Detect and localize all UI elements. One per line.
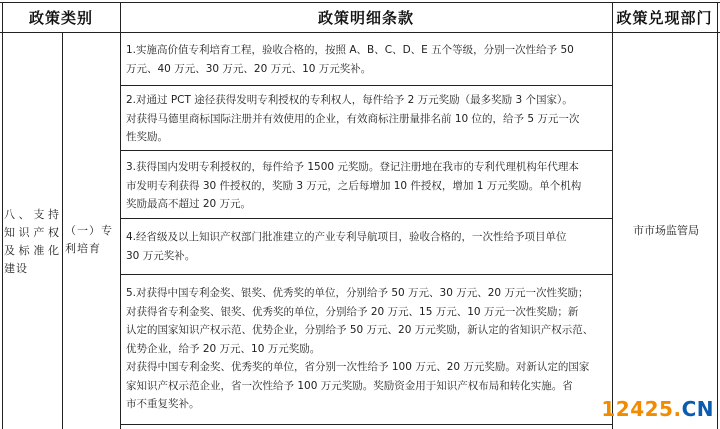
col-border-left: [2, 2, 3, 429]
col-border-dept: [612, 2, 613, 429]
clause-line: 万元、40 万元、30 万元、20 万元、10 万元奖补。: [126, 62, 372, 75]
site-watermark: [601, 397, 714, 421]
row-border-2: [120, 150, 612, 151]
department-name: 市市场监管局: [633, 224, 699, 237]
clause-line: 30 万元奖补。: [126, 249, 196, 262]
clause-line: 对获得省专利金奖、银奖、优秀奖的单位，分别给予 20 万元、15 万元、10 万元一次性奖励；新: [126, 305, 579, 318]
clause-line: 性奖励。: [126, 131, 168, 143]
clause-4: [120, 228, 612, 265]
header-department: 政策兑现部门: [616, 8, 713, 27]
watermark-suffix: CN: [681, 397, 714, 421]
clause-line: 市不重复奖补。: [126, 398, 200, 410]
row-border-1: [120, 85, 612, 86]
clause-line: 奖励最高不超过 20 万元。: [126, 198, 252, 210]
category-main: 八、支持知识产权及标准化建设: [4, 208, 60, 275]
clause-line: 优势企业，给予 20 万元、10 万元奖励。: [126, 342, 321, 355]
clause-line: 1.实施高价值专利培育工程，验收合格的，按照 A、B、C、D、E 五个等级，分别一次性给予 50: [126, 44, 574, 56]
category-sub: （一）专利培育: [65, 224, 113, 255]
clause-line: 对获得中国专利金奖、优秀奖的单位，省分别一次性给予 100 万元、20 万元奖励。对新认定的国家: [126, 361, 590, 373]
col-border-sub: [62, 32, 63, 429]
clause-line: 3.获得国内发明专利授权的，每件给予 1500 元奖励。登记注册地在我市的专利代理机构年代理本: [126, 161, 579, 173]
clause-line: 4.经省级及以上知识产权部门批准建立的产业专利导航项目，验收合格的，一次性给予项目单位: [126, 231, 567, 243]
clause-3: [120, 158, 612, 214]
row-border-3: [120, 218, 612, 219]
watermark-number: 12425: [601, 397, 674, 421]
clause-2: [120, 91, 612, 147]
header-details: 政策明细条款: [317, 8, 414, 27]
clause-line: 认定的国家知识产权示范、优势企业，分别给予 50 万元、20 万元奖励，新认定的省知识产权示范、: [126, 324, 594, 336]
clause-line: 5.对获得中国专利金奖、银奖、优秀奖的单位，分别给予 50 万元、30 万元、20 万元一次性奖励；: [126, 287, 589, 299]
watermark-dot: .: [673, 397, 682, 421]
header-category: 政策类别: [28, 8, 93, 27]
col-border-right: [717, 2, 718, 429]
row-border-5: [120, 424, 612, 425]
row-border-4: [120, 274, 612, 275]
clause-line: 2.对通过 PCT 途径获得发明专利授权的专利权人，每件给予 2 万元奖励（最多奖励 3 个国家）。: [126, 94, 573, 106]
clause-5: [120, 284, 612, 414]
clause-line: 对获得马德里商标国际注册并有效使用的企业，有效商标注册量排名前 10 位的，给予 5 万元一次: [126, 112, 580, 125]
clause-line: 家知识产权示范企业，省一次性给予 100 万元奖励。奖励资金用于知识产权布局和转化实施。省: [126, 379, 573, 392]
clause-line: 市发明专利获得 30 件授权的，奖励 3 万元，之后每增加 10 件授权，增加 1 万元奖励。单个机构: [126, 179, 582, 192]
clause-1: [120, 41, 612, 78]
